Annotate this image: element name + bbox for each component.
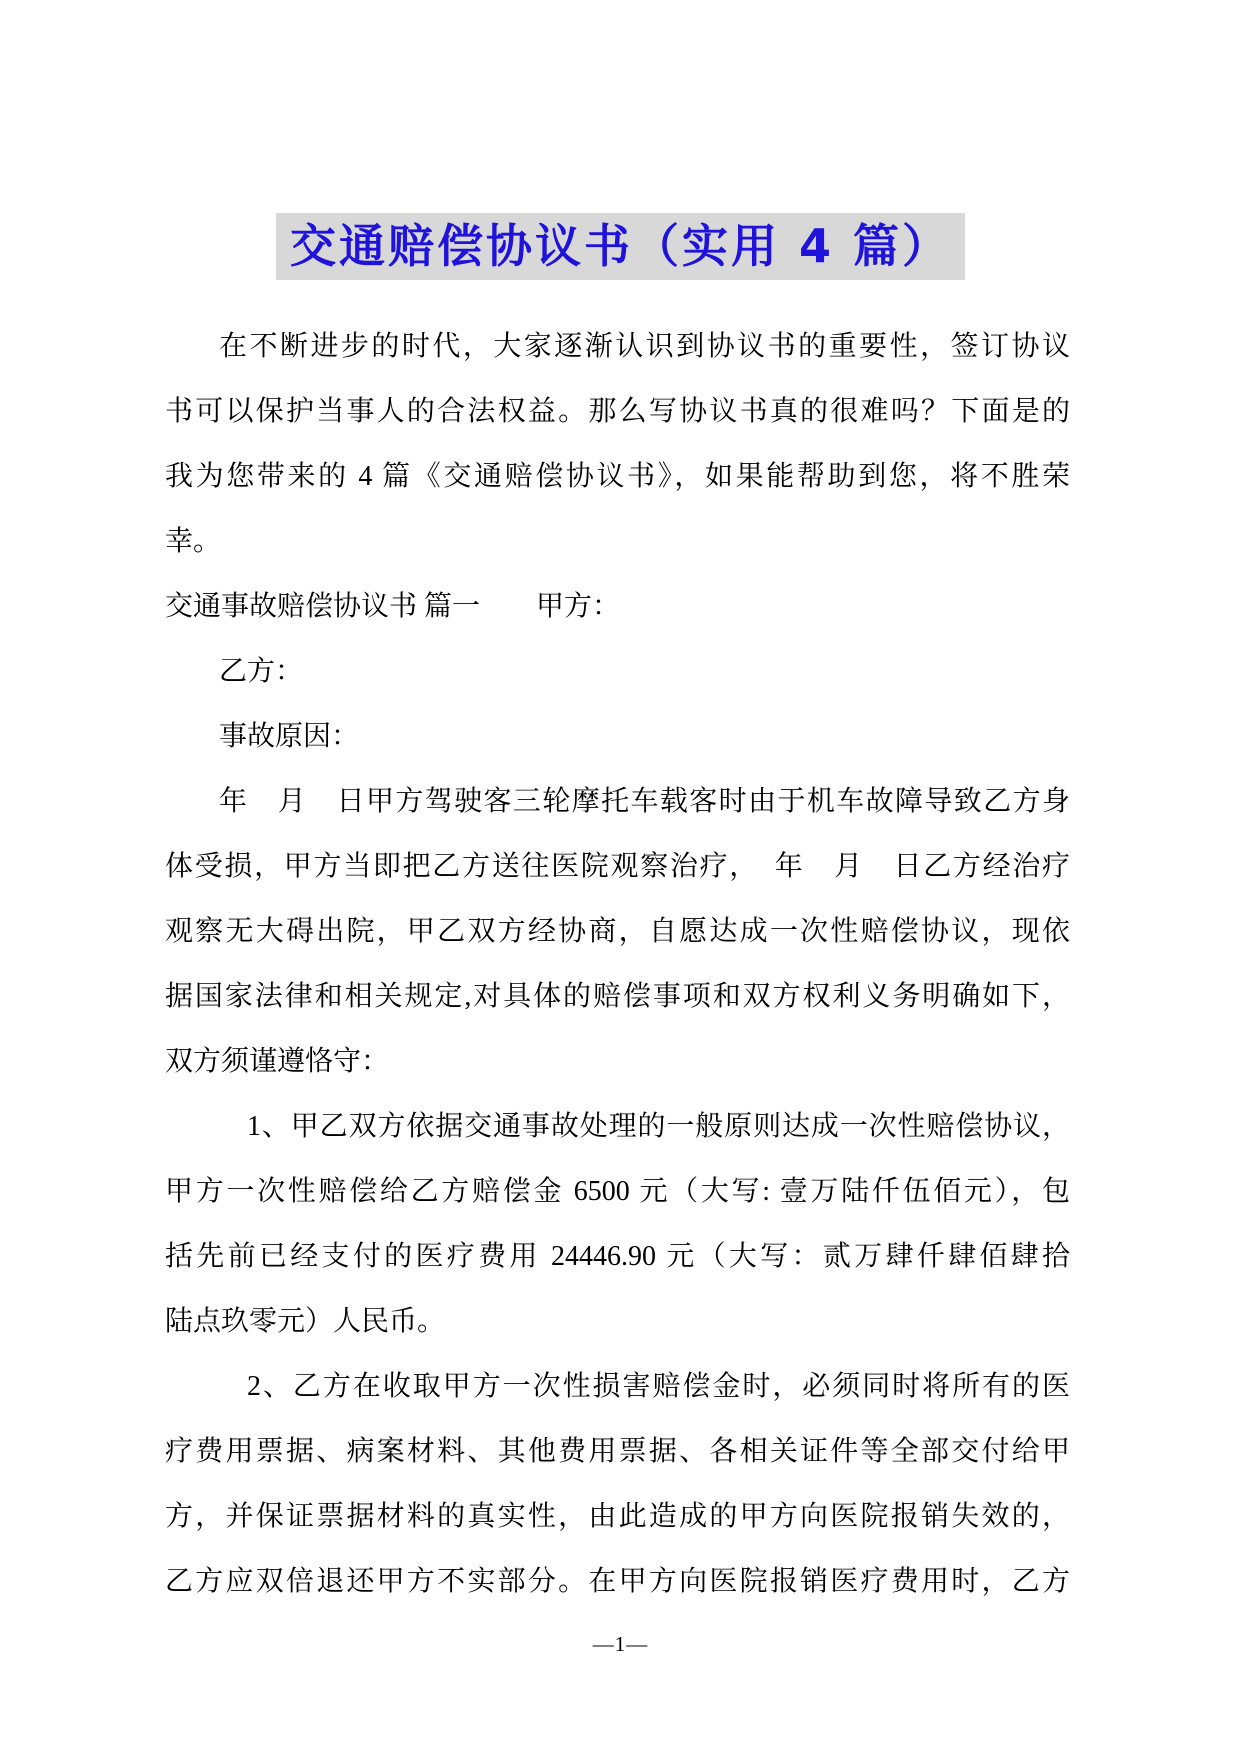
text-line: 方，并保证票据材料的真实性，由此造成的甲方向医院报销失效的， xyxy=(165,1501,1070,1532)
text-line: 1、甲乙双方依据交通事故处理的一般原则达成一次性赔偿协议， xyxy=(247,1111,1070,1142)
text-line: 甲方一次性赔偿给乙方赔偿金 6500 元（大写: 壹万陆仟伍佰元），包 xyxy=(165,1176,1070,1207)
text-line: 据国家法律和相关规定,对具体的赔偿事项和双方权利义务明确如下， xyxy=(165,981,1070,1012)
text-line: 交通事故赔偿协议书 篇一 甲方： xyxy=(165,591,621,622)
text-line: 幸。 xyxy=(165,526,222,557)
text-line: 事故原因： xyxy=(219,721,360,752)
page-number: —1— xyxy=(592,1632,649,1656)
text-line: 括先前已经支付的医疗费用 24446.90 元（大写：贰万肆仟肆佰肆拾 xyxy=(165,1241,1070,1272)
text-line: 2、乙方在收取甲方一次性损害赔偿金时，必须同时将所有的医 xyxy=(247,1371,1070,1402)
text-line: 观察无大碍出院，甲乙双方经协商，自愿达成一次性赔偿协议，现依 xyxy=(165,916,1070,947)
document-title: 交通赔偿协议书（实用 4 篇） xyxy=(276,213,965,280)
text-line: 双方须谨遵恪守： xyxy=(165,1046,390,1077)
text-line: 疗费用票据、病案材料、其他费用票据、各相关证件等全部交付给甲 xyxy=(165,1436,1070,1467)
text-line: 书可以保护当事人的合法权益。那么写协议书真的很难吗？下面是的 xyxy=(165,396,1070,427)
text-line: 乙方应双倍退还甲方不实部分。在甲方向医院报销医疗费用时，乙方 xyxy=(165,1566,1070,1597)
title-block xyxy=(0,213,1241,280)
text-line: 乙方： xyxy=(219,656,304,687)
text-line: 年 月 日甲方驾驶客三轮摩托车载客时由于机车故障导致乙方身 xyxy=(219,786,1070,817)
text-line: 我为您带来的 4 篇《交通赔偿协议书》，如果能帮助到您，将不胜荣 xyxy=(165,461,1070,492)
text-line: 陆点玖零元）人民币。 xyxy=(165,1306,446,1337)
body-text xyxy=(165,314,1070,1614)
text-line: 在不断进步的时代，大家逐渐认识到协议书的重要性，签订协议 xyxy=(219,331,1070,362)
text-line: 体受损，甲方当即把乙方送往医院观察治疗， 年 月 日乙方经治疗 xyxy=(165,851,1070,882)
